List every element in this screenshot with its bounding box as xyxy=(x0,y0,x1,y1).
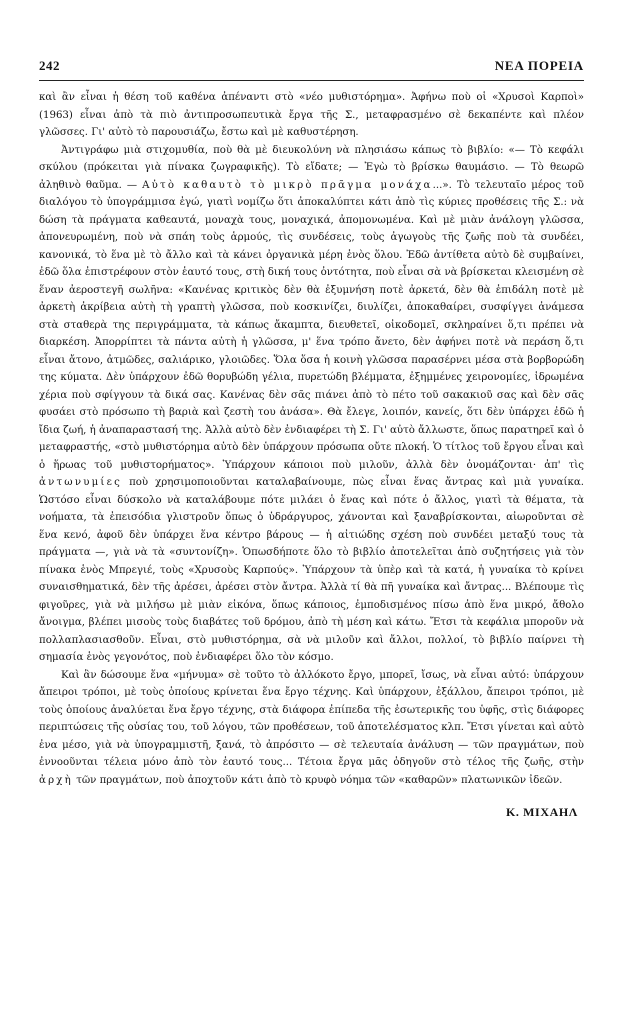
paragraph-2-text-start: Ἀντιγράφω μιὰ στιχομυθία, ποὺ θὰ μὲ διευκολύνη νὰ πλησιάσω κάπως τὸ βιβλίο: «— Τὸ κεφάλι σκύλου (πρόκειται γιὰ πίνακα ζωγραφικῆς). Τὸ εἴδατε; — Ἐγὼ τὸ βρίσκω θαυμάσιο. — Τὸ θεωρῶ ἀληθινὸ θαῦμα. — xyxy=(39,144,584,191)
emphasized-word-pronouns: ἀντωνυμίες xyxy=(39,477,123,488)
paragraph-2 xyxy=(39,142,584,667)
paragraph-3-text-end: τῶν πραγμάτων, ποὺ ἀποχτοῦν κάτι ἀπὸ τὸ κρυφὸ νόημα τῶν «καθαρῶν» πλατωνικῶν ἰδεῶν. xyxy=(72,774,563,786)
paragraph-3-text-start: Καὶ ἂν δώσουμε ἕνα «μήνυμα» σὲ τοῦτο τὸ ἀλλόκοτο ἔργο, μπορεῖ, ἴσως, νὰ εἶναι αὐτό: ὑπάρχουν ἄπειροι τρόποι, μὲ τοὺς ὁποίους κρίνεται ἕνα ἔργο τέχνης. Καὶ ὑπάρχουν, ἐξάλλου, ἄπειροι τρόποι, μὲ τοὺς ὁποίους ἀναλύεται ἕνα ἔργο τέχνης, στὰ διάφορα ἐπίπεδα τῆς ἐσωτερικῆς του ὑφῆς, στὶς διάφορες περιπτώσεις τῆς οὐσίας του, τοῦ λόγου, τῶν προθέσεων, τοῦ ἀποτελέσματος κλπ. Ἔτσι γίνεται καὶ αὐτὸ ἐνα μέσο, γιὰ νὰ ὑπογραμμιστῆ, ξανά, τὸ ἀπρόσιτο — σὲ τελευταία ἀνάλυση — τῶν πραγμάτων, ποὺ ἐννοοῦνται τέλεια μόνο ἀπὸ τὸν ἑαυτό τους... Τέτοια ἔργα μᾶς ὁδηγοῦν στὸ τέλος τῆς ζωῆς, στὴν xyxy=(39,669,584,768)
emphasized-phrase: Αὐτὸ καθαυτὸ τὸ μικρὸ πρᾶγμα μονάχα xyxy=(142,179,433,191)
paragraph-1: καὶ ἂν εἶναι ἡ θέση τοῦ καθένα ἀπέναντι στὸ «νέο μυθιστόρημα». Ἀφήνω ποὺ οἱ «Χρυσοὶ Καρποὶ» (1963) εἶναι ἀπὸ τὰ πιὸ ἀντιπροσωπευτικὰ ἔργα τῆς Σ., μεταφρασμένο σὲ δεκαπέντε καὶ πλέον γλῶσσες. Γι' αὐτὸ τὸ παρουσιάζω, ἔστω καὶ μὲ καθυστέρηση. xyxy=(39,92,584,138)
page-number: 242 xyxy=(39,58,60,73)
paragraph-3 xyxy=(39,667,584,790)
journal-page xyxy=(39,58,584,820)
emphasized-word-beginning: ἀρχὴ xyxy=(39,774,73,786)
paragraph-2-text-end: ποὺ χρησιμοποιοῦνται καταλαβαίνουμε, πὼς εἶναι ἕνας ἄντρας καὶ μιὰ γυναίκα. Ὡστόσο εἶναι δύσκολο νὰ καταλάβουμε πότε μιλάει ὁ ἕνας καὶ πότε ὁ ἄλλος, γιατὶ τὰ θέματα, τὰ νοήματα, τὰ ἐπεισόδια γλιστροῦν ὅπως ὁ ὑδράργυρος, χάνονται καὶ ξαναβρίσκονται, αἰωροῦνται σὲ ἕνα κενό, ἀφοῦ δὲν ὑπάρχει ἕνα κέντρο βάρους — ἡ αἰτιώδης σχέση ποὺ συνδέει μεταξύ τους τὰ πράγματα —, γιὰ νὰ τὰ «συντονίζη». Ὁπωσδήποτε ὅλο τὸ βιβλίο ἀποτελεῖται ἀπὸ συζητήσεις γιὰ τὸν πίνακα ἑνὸς Μπρεγιέ, τοὺς «Χρυσοὺς Καρπούς». Ὑπάρχουν τὰ ὑπὲρ καὶ τὰ κατά, ἡ γυναίκα τὸ κρίνει συναισθηματικά, δὲν τῆς ἀρέσει, ἀρέσει στὸν ἄντρα. Ἀλλὰ τί θὰ πῆ γυναίκα καὶ ἄντρας... Βλέπουμε τὶς φιγοῦρες, γιὰ νὰ μιλήσω μὲ μιὰν εἰκόνα, ὅπως κάποιος, ἐμποδισμένος πίσω ἀπὸ ἕνα μικρό, ἄθολο ἄνοιγμα, βλέπει μισοὺς τοὺς διαβάτες τοῦ δρόμου, ἀπὸ τὴ μέση καὶ κάτω. Ἔτσι τὰ κεφάλια μποροῦν νὰ πολλαπλασιασθοῦν. Εἶναι, στὸ μυθιστόρημα, σὰ νὰ μιλοῦν καὶ ἄλλοι, πολλοί, τὸ βιβλίο παίρνει τὴ σημασία ἑνὸς γεγονότος, ποὺ ἐνδιαφέρει ὅλο τὸν κόσμο. xyxy=(39,477,584,663)
author-signature: Κ. ΜΙΧΑΗΛ xyxy=(506,805,578,819)
page-header xyxy=(39,58,584,81)
journal-title: ΝΕΑ ΠΟΡΕΙΑ xyxy=(494,58,584,73)
article-body xyxy=(39,89,584,789)
paragraph-2-text-middle: ...». Τὸ τελευταῖο μέρος τοῦ διαλόγου τὸ ὑπογράμμισα ἐγώ, γιατὶ νομίζω ὅτι ἀποκαλύπτει κάτι ἀπὸ τὶς κύριες προθέσεις τῆς Σ.: νὰ δώση τὰ πράγματα καθεαυτά, μοναχὰ τους, μοναχικά, ἀπομονωμένα. Καὶ μὲ μιὰν ἀνάλογη γλῶσσα, ἀπονευρωμένη, ποὺ νὰ σπάη τοὺς ἁρμούς, τὶς συνδέσεις, τοὺς ἀγωγοὺς τῆς ζωῆς ποὺ τὰ συνδέει, κανονικά, τὸ ἕνα μὲ τὸ ἄλλο καὶ τὰ κάνει ὀργανικὰ μέρη ἑνὸς ὅλου. Ἐδῶ ἀντίθετα αὐτὸ δὲ συμβαίνει, ἐδῶ ὅλα ἐπιστρέφουν στὸν ἑαυτό τους, στὴ δική τους ὀντότητα, ποὺ εἶναι σὰ νὰ βρίσκεται κλεισμένη σὲ ἕναν ἀεροστεγῆ σωλῆνα: «Κανένας κριτικὸς δὲν θὰ ἐξυμνήση ποτὲ ἀρκετά, δὲν θὰ ἐπιδάλη ποτὲ μὲ ἀρκετὴ ἀκρίβεια αὐτὴ τὴ γραπτὴ γλῶσσα, ποὺ κοσκινίζει, διυλίζει, ἀποκαθαίρει, συσφίγγει ἀνάμεσα στὰ σταθερὰ της περιγράμματα, τὰ κάπως ἄκαμπτα, διευθετεῖ, οἰκοδομεῖ, σκληραίνει ὅ,τι πρέπει νὰ διαρκέση. Ἀπορρίπτει τὰ πάντα αὐτὴ ἡ γλῶσσα, μ' ἕνα τρόπο ἄνετο, δὲν ἀφήνει ποτὲ νὰ περάση ὅ,τι εἶναι ἄτονο, ἀτμῶδες, σαλιάρικο, γλοιῶδες. Ὅλα ὅσα ἡ κοινὴ γλῶσσα παρασέρνει μέσα στὰ βορβορώδη της κύματα. Δὲν ὑπάρχουν ἐδῶ θορυβώδη γέλια, πυρετώδη βλέμματα, ἐξημμένες χειρονομίες, ἱδρωμένα χέρια ποὺ σφίγγουν τὰ δικά σας. Κανένας δὲν σᾶς πιάνει ἀπὸ τὸ πέτο τοῦ σακακιοῦ σας καὶ δὲν σᾶς φυσάει στὸ πρόσωπο τὴ βαριὰ καὶ ζεστὴ του ἀνάσα». Θὰ ἔλεγε, λοιπόν, κανείς, ὅτι δὲν ὑπάρχει ἐδῶ ἡ ἴδια ζωή, ἡ ἀναπαραστασή της. Ἀλλὰ αὐτὸ δὲν ἐνδιαφέρει τὴ Σ. Γι' αὐτὸ ἄλλωστε, ὅπως παρατηρεῖ καὶ ὁ μεταφραστής, «στὸ μυθιστόρημα αὐτὸ δὲν ὑπάρχουν πρόσωπα οὔτε πλοκή. Ὁ τίτλος τοῦ ἔργου εἶναι καὶ ὁ ἥρωας τοῦ μυθιστορήματος». Ὑπάρχουν κάποιοι ποὺ μιλοῦν, ἀλλὰ δὲν ὀνομάζονται· ἀπ' τὶς xyxy=(39,179,585,471)
